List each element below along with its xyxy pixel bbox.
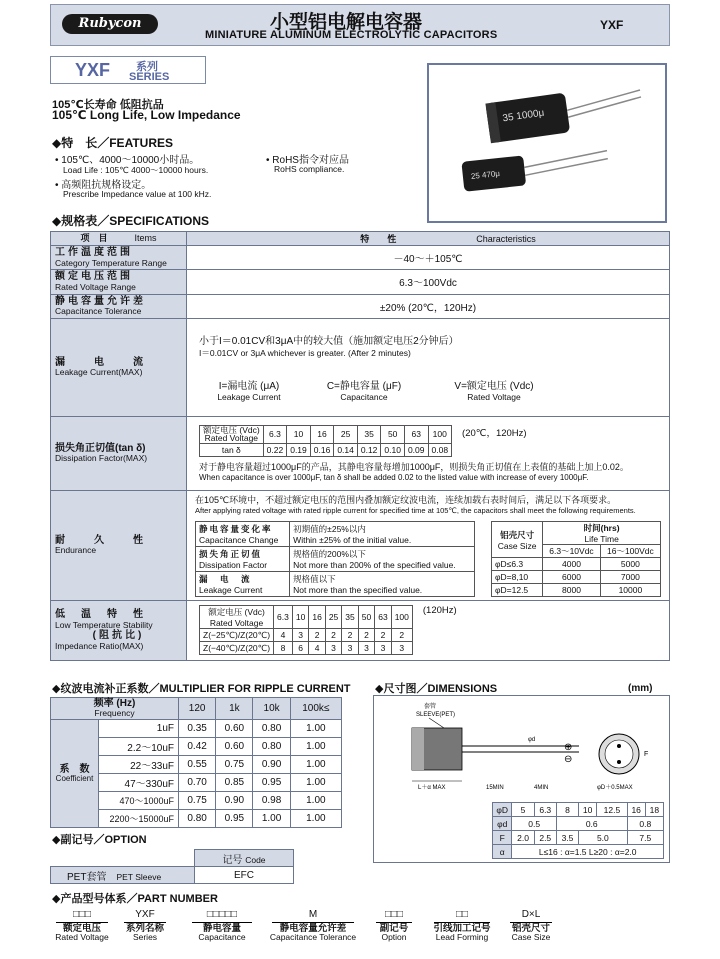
spec-leak-value: 小于I＝0.01CV和3μA中的较大值（施加额定电压2分钟后） I＝0.01CV or 3μA whichever is greater. (After 2 minutes) I=漏电流 (μA) Leakage Current C=静电容量 (μF) Capacitance V=额定电压 (Vdc) Rated Voltage	[187, 318, 670, 416]
spec-end-label: 耐 久 性 Endurance	[51, 490, 187, 600]
header-code: YXF	[600, 18, 624, 32]
spec-temp-value: －40～＋105℃	[187, 246, 670, 270]
option-table: 记号 Code PET套管 PET Sleeve EFC	[50, 849, 294, 884]
svg-text:⊕: ⊕	[564, 742, 573, 753]
pn-lead-forming: □□ 引线加工记号 Lead Forming	[433, 909, 491, 943]
rubycon-logo: Rubycon	[62, 14, 158, 34]
svg-text:SLEEVE(PET): SLEEVE(PET)	[416, 712, 456, 718]
svg-text:F: F	[644, 751, 649, 758]
feature-3-cn: • RoHS指令对应品	[266, 155, 349, 166]
feature-1-cn: • 105℃、4000～10000小时品。	[55, 155, 200, 166]
pn-capacitance: □□□□□ 静电容量 Capacitance	[188, 910, 256, 942]
dimension-table: φD 5 6.3 8 10 12.5 16 18 φd 0.5 0.6 0.8 F 2.0 2.5 3.5 5.0 7.5 α L≤16 : α=1.5 L≥20 : α=2.0	[492, 802, 664, 859]
spec-header-char: 特 性 Characteristics	[187, 232, 670, 246]
cap1-marking: 35 1000μ	[501, 107, 545, 125]
leak-line-cn: 小于I＝0.01CV和3μA中的较大值（施加额定电压2分钟后）	[199, 336, 459, 348]
feature-2-cn: • 高频阻抗规格设定。	[55, 180, 152, 191]
title-cn: 小型铝电解电容器	[270, 12, 423, 33]
pn-tolerance: M 静电容量允许差 Capacitance Tolerance	[269, 909, 357, 943]
end-line-en: After applying rated voltage with rated ripple current for specified time at 105℃, the capacitors shall meet the following requirements.	[195, 506, 636, 516]
pn-series: YXF 系列名称 Series	[125, 909, 164, 943]
spec-leak-label: 漏 电 流 Leakage Current(MAX)	[51, 318, 187, 416]
spec-df-value	[187, 416, 670, 490]
spec-low-value	[187, 600, 670, 660]
partnumber-title: ◆产品型号体系／PART NUMBER	[52, 893, 218, 905]
title-en: MINIATURE ALUMINUM ELECTROLYTIC CAPACITORS	[205, 29, 498, 41]
df-table: 额定电压 (Vdc) Rated Voltage 6.3 10 16 25 35 50 63 100 tan δ 0.22 0.19 0.16 0.14 0.12 0.10 0.09 0.08	[199, 425, 452, 457]
product-photo	[427, 63, 667, 223]
tagline-en: 105℃ Long Life, Low Impedance	[52, 108, 241, 122]
spec-df-label: 损失角正切值(tan δ) Dissipation Factor(MAX)	[51, 416, 187, 490]
df-note-cn: 对于静电容量超过1000μF的产品，其静电容量每增加1000μF，则损失角正切值在上表值的基础上加上0.02。	[199, 461, 629, 472]
capacitor-photo-image	[429, 65, 665, 221]
spec-temp-label: 工作温度范围 Category Temperature Range	[51, 246, 187, 270]
feature-3-en: RoHS compliance.	[274, 164, 345, 174]
option-title: ◆副记号／OPTION	[52, 834, 147, 846]
end-line-cn: 在105℃环境中，不超过额定电压的范围内叠加额定纹波电流，连续加载右表时间后，满足以下各项要求。	[195, 495, 617, 506]
feature-2-en: Prescribe Impedance value at 100 kHz.	[63, 189, 212, 199]
spec-volt-label: 额定电压范围 Rated Voltage Range	[51, 270, 187, 294]
spec-title: ◆规格表／SPECIFICATIONS	[52, 214, 210, 228]
pn-case-size: D×L 铝壳尺寸 Case Size	[511, 909, 551, 943]
svg-text:4MIN: 4MIN	[534, 785, 549, 791]
end-req-table: 静电容量变化率 Capacitance Change 初期值的±25%以内 Within ±25% of the initial value. 损失角正切值 Dissipation Factor 规格值的200%以下 Not more than 200% of the specified value. 漏 电 流 Leakage Current 规格值以下 Not more than the specified value.	[195, 521, 475, 597]
df-note-en: When capacitance is over 1000μF, tan δ shall be added 0.02 to the listed value with increase of every 1000μF.	[199, 472, 589, 482]
feature-1-en: Load Life : 105℃ 4000～10000 hours.	[63, 165, 209, 175]
dimensions-box	[373, 695, 670, 863]
life-table: 铝壳尺寸 Case Size 时间(hrs) Life Time 6.3～10Vdc 16～100Vdc φD≤6.3 4000 5000 φD=8,10 6000 7000 φD=12.5 8000 10000	[491, 521, 661, 597]
df-condition: (20℃，120Hz)	[462, 427, 527, 439]
svg-text:⊖: ⊖	[564, 754, 573, 765]
spec-volt-value: 6.3～100Vdc	[187, 270, 670, 294]
low-condition: (120Hz)	[422, 605, 457, 617]
dimensions-unit: (mm)	[628, 683, 653, 694]
ripple-title: ◆纹波电流补正系数／MULTIPLIER FOR RIPPLE CURRENT	[52, 683, 351, 695]
svg-text:φd: φd	[528, 737, 536, 743]
spec-tol-label: 静电容量允许差 Capacitance Tolerance	[51, 294, 187, 318]
dimension-drawing	[374, 696, 669, 801]
spec-table	[50, 231, 670, 661]
spec-low-label: 低 温 特 性 Low Temperature Stability (阻抗比) Impedance Ratio(MAX)	[51, 600, 187, 660]
series-en: SERIES	[129, 71, 170, 83]
spec-tol-value: ±20% (20℃，120Hz)	[187, 294, 670, 318]
series-cn: 系列	[136, 61, 158, 73]
series-box	[50, 56, 206, 84]
dimensions-title: ◆尺寸图／DIMENSIONS	[375, 683, 498, 695]
svg-text:φD＋0.5MAX: φD＋0.5MAX	[597, 785, 633, 791]
leak-line-en: I＝0.01CV or 3μA whichever is greater. (After 2 minutes)	[199, 348, 411, 359]
svg-text:套管: 套管	[424, 704, 437, 710]
svg-text:L＋α MAX: L＋α MAX	[418, 785, 446, 791]
cap2-marking: 25 470μ	[470, 168, 501, 181]
pn-option: □□□ 副记号 Option	[372, 910, 416, 942]
spec-end-value	[187, 490, 670, 600]
tagline-cn: 105℃长寿命 低阻抗品	[52, 99, 164, 111]
svg-text:15MIN: 15MIN	[486, 785, 504, 791]
spec-header-item: 项 目 Items	[51, 232, 187, 246]
low-temp-table: 额定电压 (Vdc) Rated Voltage 6.3 10 16 25 35 50 63 100 Z(−25℃)/Z(20℃) 4 3 2 2 2 2 2 2 Z(−40℃)/Z(20℃) 8 6 4 3 3 3 3 3	[199, 605, 413, 655]
pn-rated-voltage: □□□ 额定电压 Rated Voltage	[55, 909, 109, 943]
ripple-table: 频率 (Hz) Frequency 120 1k 10k 100k≤ 系 数 Coefficient 1uF 0.35 0.60 0.80 1.00 2.2～10uF 0.42 0.60 0.80 1.00 22～33uF 0.55 0.75 0.90 1.00 47～330uF 0.70 0.85 0.95 1.00 470～1000uF 0.75 0.90 0.98 1.00 2200～15000uF 0.80 0.95 1.00 1.00	[50, 697, 342, 828]
features-title: ◆特 长／FEATURES	[52, 136, 174, 150]
series-name: YXF	[75, 60, 111, 80]
